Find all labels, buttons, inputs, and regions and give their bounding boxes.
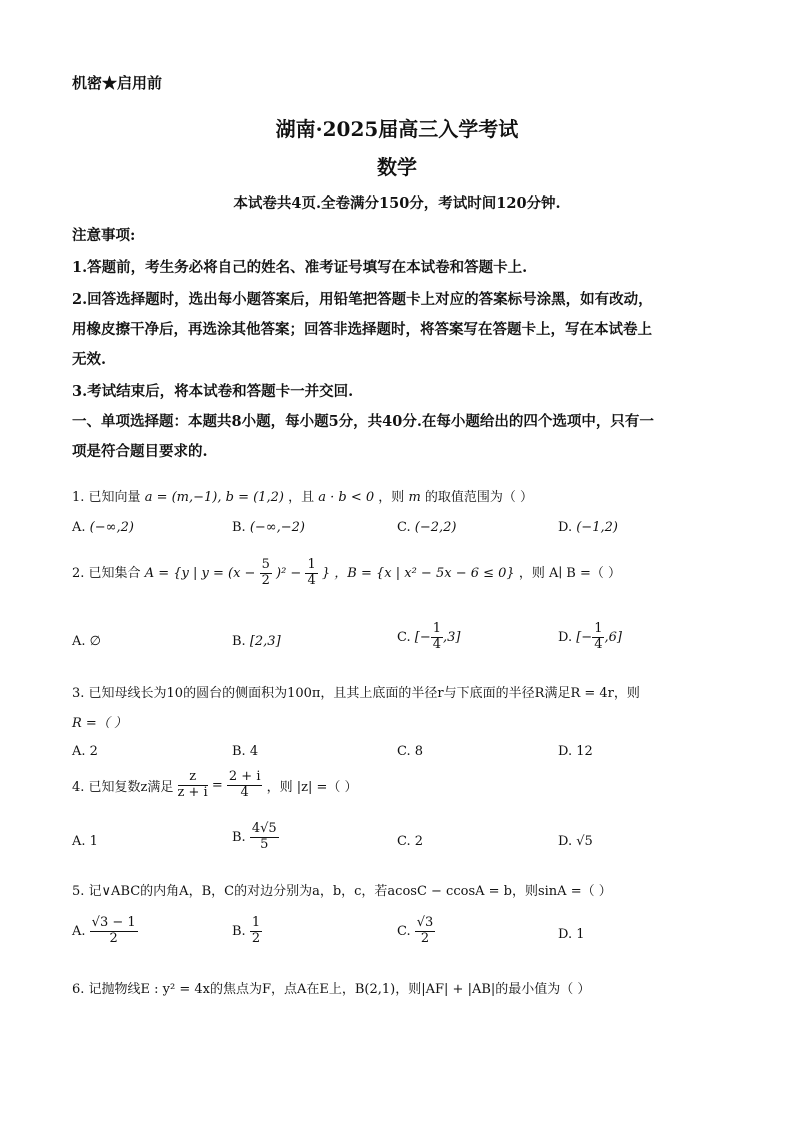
q5-option-a[interactable]: A. $\frac{√3 - 1}{2}$ (72, 915, 136, 946)
question-4 (72, 770, 358, 801)
q1-prefix: 1. 已知向量 (72, 490, 141, 505)
question-1 (72, 486, 533, 505)
q4-tail: ，则 |z| =（ ） (266, 779, 358, 795)
q2-prefix: 2. 已知集合 (72, 565, 141, 581)
exam-info: 本试卷共4页.全卷满分150分，考试时间120分钟. (233, 195, 561, 212)
q3-option-c[interactable]: C. 8 (397, 744, 424, 759)
q2-option-c[interactable]: C. [− $\frac{1}{4}$ ,3] (397, 621, 461, 652)
note-item-2a: 2.回答选择题时，选出每小题答案后，用铅笔把答题卡上对应的答案标号涂黑，如有改动， (72, 291, 653, 308)
q4-frac2-den: 4 (240, 784, 249, 800)
q1-option-b[interactable]: B. (−∞,−2) (232, 520, 305, 535)
exam-subject: 数学 (377, 155, 417, 179)
q2-frac-num: 5 (261, 557, 270, 572)
exam-title: 湖南·2025届高三入学考试 (275, 117, 519, 141)
q3-option-d[interactable]: D. 12 (558, 744, 593, 759)
section-heading-line-2: 项是符合题目要求的. (72, 443, 208, 460)
q1-mid: ，且 (288, 490, 315, 505)
q2-option-d[interactable]: D. [− $\frac{1}{4}$ ,6] (558, 621, 622, 652)
q5-option-b[interactable]: B. $\frac{1}{2}$ (232, 915, 261, 946)
note-item-2c: 无效. (72, 351, 107, 368)
question-5: 5. 记∨ABC的内角A，B，C的对边分别为a，b，c，若acosC − ccosA = b，则sinA =（ ） (72, 884, 612, 899)
notes-heading: 注意事项: (72, 227, 136, 244)
q2-set-a: A = {y | y = (x − (144, 565, 256, 581)
q4-option-b[interactable]: B. $\frac{4√5}{5}$ (232, 821, 277, 852)
q1-option-d[interactable]: D. (−1,2) (558, 520, 618, 535)
q2-frac2-num: 1 (307, 557, 316, 572)
q4-option-c[interactable]: C. 2 (397, 834, 424, 849)
q4-frac2-num: 2 + i (228, 769, 261, 784)
q1-vectors: a = (m,−1), b = (1,2) (144, 490, 284, 505)
q2-option-a[interactable]: A. ∅ (72, 634, 101, 649)
q2-set-b: ，B = {x | x² − 5x − 6 ≤ 0} (334, 565, 515, 581)
q1-var: m (408, 490, 421, 505)
q1-condition: a · b < 0 (318, 490, 375, 505)
note-item-3: 3.考试结束后，将本试卷和答题卡一并交回. (72, 383, 354, 400)
note-item-2b: 用橡皮擦干净后，再选涂其他答案；回答非选择题时，将答案写在答题卡上，写在本试卷上 (72, 321, 652, 338)
question-2 (72, 558, 621, 589)
q2-tail: ，则 A∣ B =（ ） (518, 565, 621, 581)
q2-option-b[interactable]: B. [2,3] (232, 634, 281, 649)
q4-frac1-den: z + i (177, 784, 208, 800)
q1-suffix: ，则 (378, 490, 405, 505)
note-item-1: 1.答题前，考生务必将自己的姓名、准考证号填写在本试卷和答题卡上. (72, 259, 528, 276)
question-6: 6. 记抛物线E : y² = 4x的焦点为F，点A在E上，B(2,1)，则|AF| + |AB|的最小值为（ ） (72, 982, 591, 997)
q3-option-b[interactable]: B. 4 (232, 744, 259, 759)
q2-frac2-den: 4 (307, 572, 316, 588)
section-heading-line-1: 一、单项选择题：本题共8小题，每小题5分，共40分.在每小题给出的四个选项中，只有一 (72, 413, 654, 430)
question-3-line-1: 3. 已知母线长为10的圆台的侧面积为100π，且其上底面的半径r与下底面的半径R满足R = 4r，则 (72, 686, 640, 701)
q4-equals: = (211, 777, 223, 793)
q4-prefix: 4. 已知复数z满足 (72, 779, 174, 795)
q4-frac1-num: z (178, 770, 208, 786)
q2-frac-den: 2 (261, 572, 270, 588)
q5-option-d[interactable]: D. 1 (558, 927, 585, 942)
q1-tail: 的取值范围为（ ） (424, 490, 534, 505)
question-3-line-2: R =（ ） (72, 716, 127, 731)
q2-square: )² − (276, 565, 302, 581)
q2-brace: } (321, 565, 331, 581)
q1-option-a[interactable]: A. (−∞,2) (72, 520, 134, 535)
q3-option-a[interactable]: A. 2 (72, 744, 98, 759)
q4-option-a[interactable]: A. 1 (72, 834, 98, 849)
confidential-mark: 机密★启用前 (72, 74, 163, 92)
q4-option-d[interactable]: D. √5 (558, 834, 593, 849)
q1-option-c[interactable]: C. (−2,2) (397, 520, 457, 535)
q5-option-c[interactable]: C. $\frac{√3}{2}$ (397, 915, 434, 946)
